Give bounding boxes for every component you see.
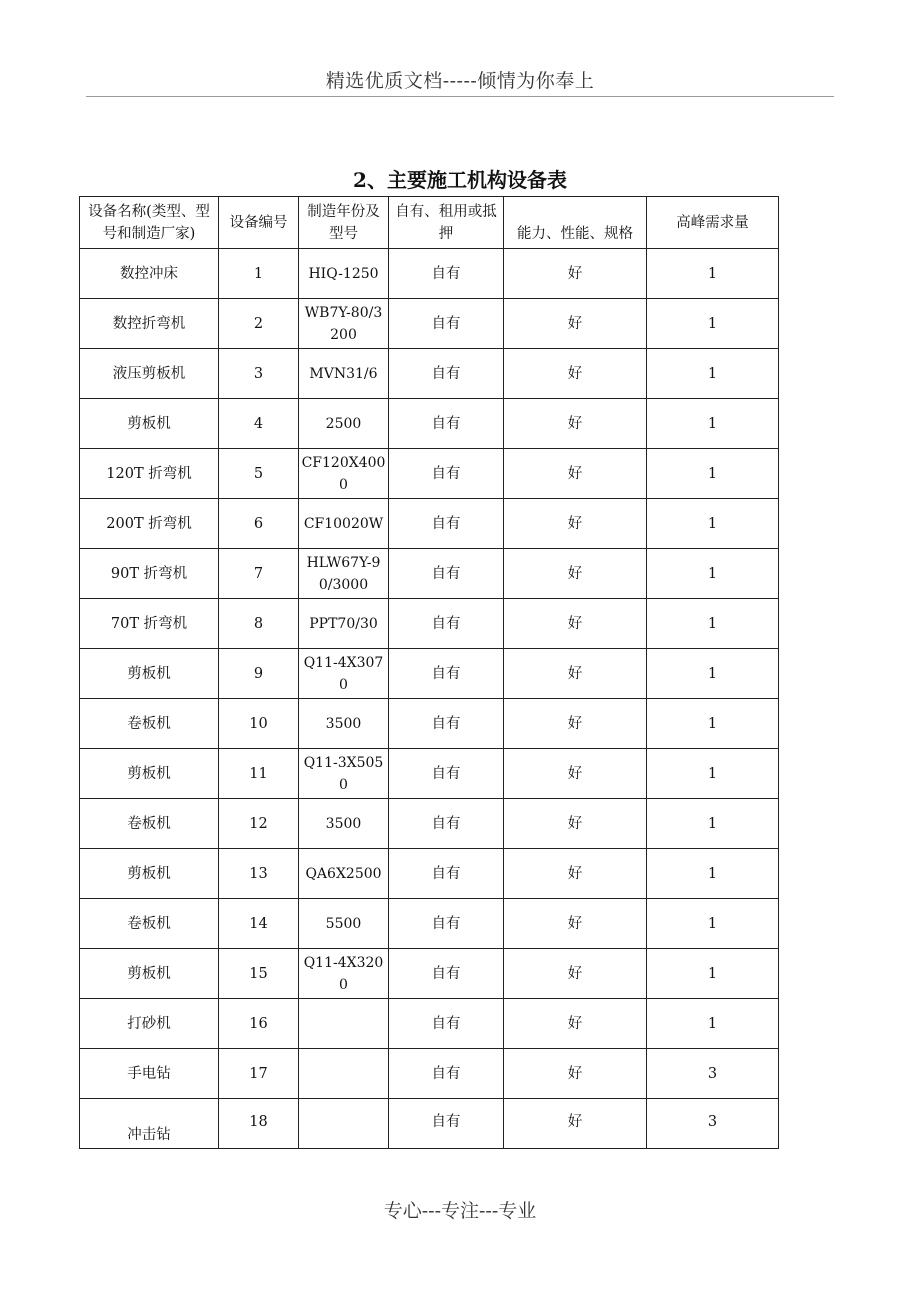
ownership-cell: 自有 bbox=[389, 749, 504, 799]
equipment-model-cell: Q11-4X3200 bbox=[299, 949, 389, 999]
peak-quantity-cell: 1 bbox=[647, 349, 779, 399]
equipment-number-cell: 9 bbox=[219, 649, 299, 699]
equipment-name-cell: 数控折弯机 bbox=[80, 299, 219, 349]
col-header-capability: 能力、性能、规格 bbox=[504, 197, 647, 249]
peak-quantity-cell: 1 bbox=[647, 449, 779, 499]
equipment-name-cell: 剪板机 bbox=[80, 949, 219, 999]
peak-quantity-cell: 1 bbox=[647, 999, 779, 1049]
col-header-ownership: 自有、租用或抵押 bbox=[389, 197, 504, 249]
equipment-model-cell: Q11-3X5050 bbox=[299, 749, 389, 799]
equipment-model-cell: Q11-4X3070 bbox=[299, 649, 389, 699]
table-row bbox=[80, 249, 779, 299]
equipment-name-cell: 卷板机 bbox=[80, 799, 219, 849]
ownership-cell: 自有 bbox=[389, 1049, 504, 1099]
equipment-model-cell bbox=[299, 999, 389, 1049]
equipment-name-cell: 70T 折弯机 bbox=[80, 599, 219, 649]
equipment-name-cell: 手电钻 bbox=[80, 1049, 219, 1099]
equipment-name-cell: 120T 折弯机 bbox=[80, 449, 219, 499]
table-row bbox=[80, 749, 779, 799]
equipment-name-cell: 剪板机 bbox=[80, 399, 219, 449]
peak-quantity-cell: 1 bbox=[647, 499, 779, 549]
ownership-cell: 自有 bbox=[389, 649, 504, 699]
table-row bbox=[80, 999, 779, 1049]
equipment-model-cell: CF120X4000 bbox=[299, 449, 389, 499]
header-divider bbox=[86, 96, 834, 97]
equipment-name-cell: 卷板机 bbox=[80, 699, 219, 749]
equipment-number-cell: 17 bbox=[219, 1049, 299, 1099]
table-row bbox=[80, 599, 779, 649]
ownership-cell: 自有 bbox=[389, 399, 504, 449]
equipment-number-cell: 7 bbox=[219, 549, 299, 599]
ownership-cell: 自有 bbox=[389, 449, 504, 499]
equipment-number-cell: 2 bbox=[219, 299, 299, 349]
peak-quantity-cell: 1 bbox=[647, 649, 779, 699]
peak-quantity-cell: 1 bbox=[647, 549, 779, 599]
equipment-model-cell: 3500 bbox=[299, 799, 389, 849]
ownership-cell: 自有 bbox=[389, 899, 504, 949]
capability-cell: 好 bbox=[504, 549, 647, 599]
ownership-cell: 自有 bbox=[389, 849, 504, 899]
capability-cell: 好 bbox=[504, 299, 647, 349]
col-header-number: 设备编号 bbox=[219, 197, 299, 249]
col-header-model: 制造年份及型号 bbox=[299, 197, 389, 249]
equipment-number-cell: 12 bbox=[219, 799, 299, 849]
table-row bbox=[80, 449, 779, 499]
capability-cell: 好 bbox=[504, 849, 647, 899]
ownership-cell: 自有 bbox=[389, 599, 504, 649]
equipment-number-cell: 3 bbox=[219, 349, 299, 399]
equipment-name-cell: 卷板机 bbox=[80, 899, 219, 949]
equipment-model-cell: HIQ-1250 bbox=[299, 249, 389, 299]
capability-cell: 好 bbox=[504, 749, 647, 799]
ownership-cell: 自有 bbox=[389, 699, 504, 749]
table-row bbox=[80, 1099, 779, 1149]
table-row bbox=[80, 349, 779, 399]
peak-quantity-cell: 1 bbox=[647, 749, 779, 799]
capability-cell: 好 bbox=[504, 1049, 647, 1099]
ownership-cell: 自有 bbox=[389, 999, 504, 1049]
equipment-name-cell: 冲击钻 bbox=[80, 1099, 219, 1149]
equipment-number-cell: 15 bbox=[219, 949, 299, 999]
equipment-model-cell: PPT70/30 bbox=[299, 599, 389, 649]
equipment-number-cell: 14 bbox=[219, 899, 299, 949]
table-row bbox=[80, 899, 779, 949]
page-footer: 专心---专注---专业 bbox=[383, 1200, 537, 1222]
ownership-cell: 自有 bbox=[389, 1099, 504, 1149]
peak-quantity-cell: 3 bbox=[647, 1049, 779, 1099]
equipment-number-cell: 11 bbox=[219, 749, 299, 799]
equipment-name-cell: 剪板机 bbox=[80, 749, 219, 799]
table-row bbox=[80, 799, 779, 849]
table-row bbox=[80, 649, 779, 699]
equipment-name-cell: 打砂机 bbox=[80, 999, 219, 1049]
page-header: 精选优质文档-----倾情为你奉上 bbox=[325, 70, 595, 92]
ownership-cell: 自有 bbox=[389, 249, 504, 299]
equipment-table bbox=[79, 196, 779, 1149]
equipment-model-cell: 2500 bbox=[299, 399, 389, 449]
capability-cell: 好 bbox=[504, 799, 647, 849]
peak-quantity-cell: 1 bbox=[647, 299, 779, 349]
equipment-name-cell: 液压剪板机 bbox=[80, 349, 219, 399]
peak-quantity-cell: 1 bbox=[647, 899, 779, 949]
equipment-number-cell: 18 bbox=[219, 1099, 299, 1149]
peak-quantity-cell: 1 bbox=[647, 699, 779, 749]
table-row bbox=[80, 499, 779, 549]
equipment-number-cell: 10 bbox=[219, 699, 299, 749]
equipment-model-cell: 5500 bbox=[299, 899, 389, 949]
table-title: 2、主要施工机构设备表 bbox=[353, 168, 567, 192]
peak-quantity-cell: 1 bbox=[647, 949, 779, 999]
ownership-cell: 自有 bbox=[389, 549, 504, 599]
equipment-name-cell: 数控冲床 bbox=[80, 249, 219, 299]
table-header-row bbox=[80, 197, 779, 249]
capability-cell: 好 bbox=[504, 249, 647, 299]
equipment-number-cell: 1 bbox=[219, 249, 299, 299]
peak-quantity-cell: 1 bbox=[647, 849, 779, 899]
capability-cell: 好 bbox=[504, 649, 647, 699]
peak-quantity-cell: 1 bbox=[647, 249, 779, 299]
equipment-name-cell: 剪板机 bbox=[80, 849, 219, 899]
equipment-number-cell: 6 bbox=[219, 499, 299, 549]
capability-cell: 好 bbox=[504, 999, 647, 1049]
capability-cell: 好 bbox=[504, 1099, 647, 1149]
ownership-cell: 自有 bbox=[389, 949, 504, 999]
capability-cell: 好 bbox=[504, 449, 647, 499]
capability-cell: 好 bbox=[504, 699, 647, 749]
peak-quantity-cell: 1 bbox=[647, 399, 779, 449]
ownership-cell: 自有 bbox=[389, 799, 504, 849]
table-row bbox=[80, 699, 779, 749]
ownership-cell: 自有 bbox=[389, 499, 504, 549]
ownership-cell: 自有 bbox=[389, 349, 504, 399]
peak-quantity-cell: 1 bbox=[647, 599, 779, 649]
capability-cell: 好 bbox=[504, 499, 647, 549]
equipment-number-cell: 13 bbox=[219, 849, 299, 899]
table-row bbox=[80, 849, 779, 899]
peak-quantity-cell: 1 bbox=[647, 799, 779, 849]
table-row bbox=[80, 299, 779, 349]
equipment-name-cell: 剪板机 bbox=[80, 649, 219, 699]
equipment-model-cell bbox=[299, 1099, 389, 1149]
equipment-number-cell: 5 bbox=[219, 449, 299, 499]
table-row bbox=[80, 549, 779, 599]
capability-cell: 好 bbox=[504, 899, 647, 949]
ownership-cell: 自有 bbox=[389, 299, 504, 349]
peak-quantity-cell: 3 bbox=[647, 1099, 779, 1149]
table-row bbox=[80, 1049, 779, 1099]
table-row bbox=[80, 949, 779, 999]
equipment-model-cell: MVN31/6 bbox=[299, 349, 389, 399]
capability-cell: 好 bbox=[504, 949, 647, 999]
equipment-model-cell: HLW67Y-90/3000 bbox=[299, 549, 389, 599]
table-row bbox=[80, 399, 779, 449]
equipment-model-cell: 3500 bbox=[299, 699, 389, 749]
equipment-number-cell: 8 bbox=[219, 599, 299, 649]
capability-cell: 好 bbox=[504, 599, 647, 649]
equipment-model-cell: WB7Y-80/3200 bbox=[299, 299, 389, 349]
equipment-number-cell: 4 bbox=[219, 399, 299, 449]
equipment-name-cell: 200T 折弯机 bbox=[80, 499, 219, 549]
equipment-name-cell: 90T 折弯机 bbox=[80, 549, 219, 599]
equipment-model-cell bbox=[299, 1049, 389, 1099]
table-body bbox=[80, 249, 779, 1149]
capability-cell: 好 bbox=[504, 349, 647, 399]
equipment-number-cell: 16 bbox=[219, 999, 299, 1049]
col-header-name: 设备名称(类型、型号和制造厂家) bbox=[80, 197, 219, 249]
capability-cell: 好 bbox=[504, 399, 647, 449]
equipment-model-cell: QA6X2500 bbox=[299, 849, 389, 899]
col-header-peak-quantity: 高峰需求量 bbox=[647, 197, 779, 249]
equipment-model-cell: CF10020W bbox=[299, 499, 389, 549]
